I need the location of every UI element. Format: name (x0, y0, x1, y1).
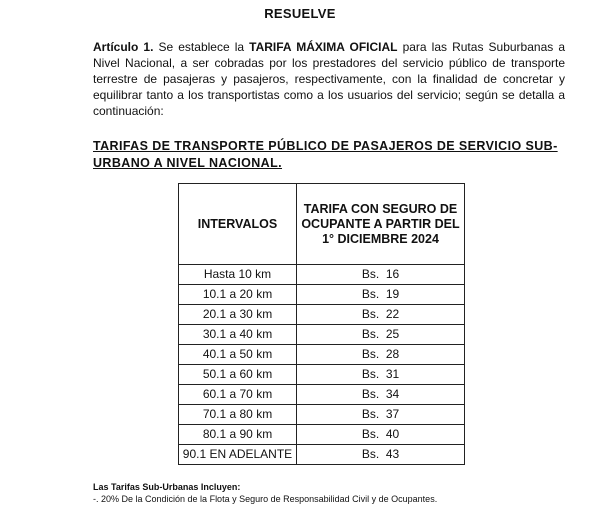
fare-cell: Bs. 40 (297, 425, 465, 445)
resolution-heading: RESUELVE (264, 6, 336, 21)
header-fare: TARIFA CON SEGURO DE OCUPANTE A PARTIR DEL 1° DICIEMBRE 2024 (297, 184, 465, 265)
fare-table (178, 183, 465, 465)
fare-cell: Bs. 19 (297, 285, 465, 305)
article-label: Artículo 1. (93, 40, 154, 54)
footnote-title: Las Tarifas Sub-Urbanas Incluyen: (93, 482, 241, 492)
header-intervals: INTERVALOS (179, 184, 297, 265)
section-title: TARIFAS DE TRANSPORTE PÚBLICO DE PASAJEROS DE SERVICIO SUB-URBANO A NIVEL NACIONAL. (93, 139, 558, 170)
interval-cell: 30.1 a 40 km (179, 325, 297, 345)
interval-cell: 40.1 a 50 km (179, 345, 297, 365)
fare-cell: Bs. 22 (297, 305, 465, 325)
table-row (179, 305, 465, 325)
article-paragraph (93, 39, 565, 119)
fare-cell: Bs. 37 (297, 405, 465, 425)
table-row (179, 285, 465, 305)
interval-cell: 80.1 a 90 km (179, 425, 297, 445)
interval-cell: 20.1 a 30 km (179, 305, 297, 325)
table-header-row (179, 184, 465, 265)
footnote-item: -. 20% De la Condición de la Flota y Seguro de Responsabilidad Civil y de Ocupantes. (93, 494, 438, 504)
table-row (179, 405, 465, 425)
article-text-2: para las Rutas Suburbanas a Nivel Nacional, a ser cobradas por los prestadores del servicio público de transporte terrestre de pasajeras y pasajeros, respectivamente, con la finalidad de concretar y equilibrar tanto a los transportistas como a los usuarios del servicio; según se detalla a continuación: (93, 40, 565, 118)
interval-cell: 50.1 a 60 km (179, 365, 297, 385)
interval-cell: 10.1 a 20 km (179, 285, 297, 305)
table-row (179, 385, 465, 405)
article-text-1: Se establece la (153, 40, 250, 54)
fare-cell: Bs. 25 (297, 325, 465, 345)
table-row (179, 345, 465, 365)
table-row (179, 425, 465, 445)
table-row (179, 325, 465, 345)
footnote (93, 481, 573, 505)
fare-cell: Bs. 34 (297, 385, 465, 405)
fare-cell: Bs. 28 (297, 345, 465, 365)
fare-cell: Bs. 31 (297, 365, 465, 385)
article-highlight: TARIFA MÁXIMA OFICIAL (249, 40, 398, 54)
interval-cell: 90.1 EN ADELANTE (179, 445, 297, 465)
interval-cell: Hasta 10 km (179, 265, 297, 285)
table-row (179, 265, 465, 285)
fare-cell: Bs. 43 (297, 445, 465, 465)
table-row (179, 445, 465, 465)
fare-cell: Bs. 16 (297, 265, 465, 285)
table-row (179, 365, 465, 385)
interval-cell: 70.1 a 80 km (179, 405, 297, 425)
interval-cell: 60.1 a 70 km (179, 385, 297, 405)
